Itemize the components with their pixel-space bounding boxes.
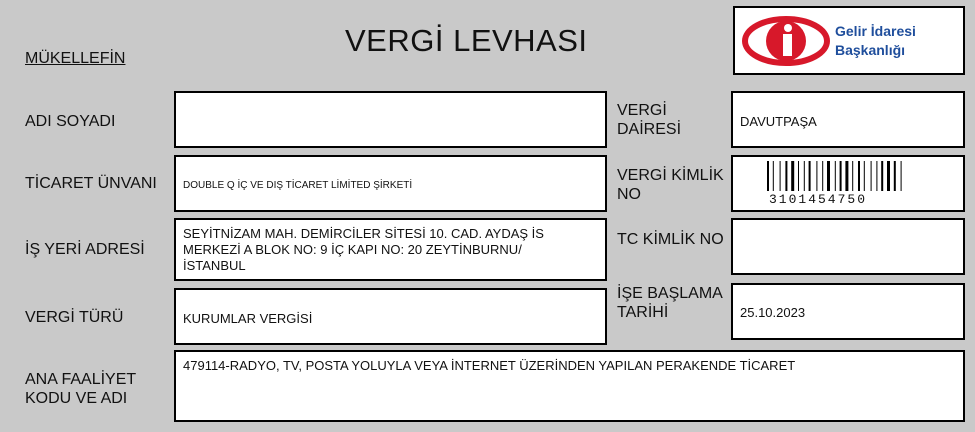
field-vergi-turu [174, 288, 607, 345]
field-ana-faaliyet [174, 350, 965, 422]
logo-line-1: Gelir İdaresi [835, 23, 916, 39]
value-is-yeri-adresi-line-3: İSTANBUL [183, 258, 246, 273]
label-ticaret-unvani: TİCARET ÜNVANI [25, 175, 157, 192]
label-vergi-kimlik-no [617, 166, 724, 204]
value-ise-baslama: 25.10.2023 [740, 305, 806, 320]
gib-logo-icon [741, 14, 831, 68]
value-is-yeri-adresi [183, 226, 544, 274]
label-vergi-kimlik-no-line-2: NO [617, 186, 641, 203]
logo-text [835, 22, 916, 60]
field-is-yeri-adresi [174, 218, 607, 281]
label-ana-faaliyet-line-1: ANA FAALİYET [25, 371, 137, 388]
value-is-yeri-adresi-line-2: MERKEZİ A BLOK NO: 9 İÇ KAPI NO: 20 ZEYTİNBURNU/ [183, 242, 522, 257]
value-ana-faaliyet: 479114-RADYO, TV, POSTA YOLUYLA VEYA İNTERNET ÜZERİNDEN YAPILAN PERAKENDE TİCARET [183, 358, 796, 373]
value-ticaret-unvani: DOUBLE Q İÇ VE DIŞ TİCARET LİMİTED ŞİRKETİ [183, 180, 413, 191]
barcode-icon [767, 161, 927, 193]
value-vergi-dairesi: DAVUTPAŞA [740, 114, 817, 129]
label-ana-faaliyet-line-2: KODU VE ADI [25, 390, 128, 407]
label-vergi-dairesi-line-2: DAİRESİ [617, 121, 682, 138]
label-vergi-kimlik-no-line-1: VERGİ KİMLİK [617, 167, 724, 184]
field-tc-kimlik-no [731, 218, 965, 275]
label-vergi-dairesi [617, 101, 681, 139]
value-is-yeri-adresi-line-1: SEYİTNİZAM MAH. DEMİRCİLER SİTESİ 10. CAD. AYDAŞ İS [183, 226, 544, 241]
page-title: VERGİ LEVHASI [345, 23, 588, 58]
field-vergi-kimlik-no [731, 155, 965, 212]
label-vergi-dairesi-line-1: VERGİ [617, 102, 667, 119]
label-ise-baslama-line-1: İŞE BAŞLAMA [617, 285, 723, 302]
section-title-mukellefin: MÜKELLEFİN [25, 50, 126, 67]
field-ticaret-unvani [174, 155, 607, 212]
field-ise-baslama [731, 283, 965, 340]
logo-box [733, 6, 965, 75]
field-vergi-dairesi [731, 91, 965, 148]
label-ana-faaliyet [25, 370, 136, 408]
label-ise-baslama-line-2: TARİHİ [617, 304, 669, 321]
label-tc-kimlik-no: TC KİMLİK NO [617, 231, 724, 248]
logo-line-2: Başkanlığı [835, 42, 906, 58]
field-adi-soyadi [174, 91, 607, 148]
label-ise-baslama [617, 284, 723, 322]
value-vergi-kimlik-no: 3101454750 [769, 192, 868, 207]
label-is-yeri-adresi: İŞ YERİ ADRESİ [25, 241, 145, 258]
value-vergi-turu: KURUMLAR VERGİSİ [183, 311, 313, 326]
label-vergi-turu: VERGİ TÜRÜ [25, 309, 124, 326]
label-adi-soyadi: ADI SOYADI [25, 113, 116, 130]
